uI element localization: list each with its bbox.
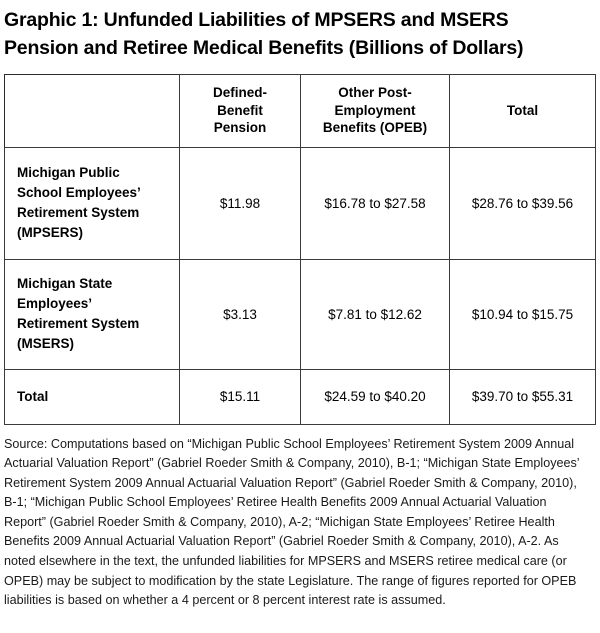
row-header-line: (MSERS) [17,336,74,351]
table-container [4,74,595,425]
source-note: Source: Computations based on “Michigan Public School Employees’ Retirement System 2009 Annual Actuarial Valuation Report” (Gabriel Roeder Smith & Company, 2010), B-1; “Michigan State Employees’ Retirement System 2009 Annual Actuarial Valuation Report” (Gabriel Roeder Smith & Company, 2010), B-1; “Michigan Public School Employees’ Retiree Health Benefits 2009 Annual Actuarial Valuation Report” (Gabriel Roeder Smith & Company, 2010), A-2; “Michigan State Employees’ Retiree Health Benefits 2009 Annual Actuarial Valuation Report” (Gabriel Roeder Smith & Company, 2010), A-2. As noted elsewhere in the text, the unfunded liabilities for MPSERS and MSERS retiree medical care (or OPEB) may be subject to modification by the state Legislature. The range of figures reported for OPEB liabilities is based on whether a 4 percent or 8 percent interest rate is assumed. [4,436,580,608]
cell-mpsers-total: $28.76 to $39.56 [450,147,596,259]
table-header-row [5,75,596,148]
row-header-mpsers [5,147,180,259]
column-header-opeb [301,75,450,148]
table-row [5,369,596,424]
column-header-line: Other Post- [338,85,412,100]
cell-mpsers-pension: $11.98 [180,147,301,259]
unfunded-liabilities-table [4,74,596,425]
table-body [5,147,596,424]
column-header-line: Total [506,102,539,118]
cell-total-opeb: $24.59 to $40.20 [301,369,450,424]
column-header-line: Benefit [217,102,263,118]
page-title: Graphic 1: Unfunded Liabilities of MPSERS and MSERS Pension and Retiree Medical Benefits (Billions of Dollars) [4,9,524,59]
cell-total-pension: $15.11 [180,369,301,424]
row-header-line: School Employees’ [17,185,141,200]
cell-msers-opeb: $7.81 to $12.62 [301,259,450,369]
row-header-line: Retirement System [17,316,140,331]
table-row [5,147,596,259]
column-header-line: Defined- [213,85,267,100]
table-header [5,75,596,148]
cell-mpsers-opeb: $16.78 to $27.58 [301,147,450,259]
table-corner-cell [5,75,180,148]
row-header-line: Michigan Public [17,165,120,180]
column-header-defined-benefit-pension [180,75,301,148]
row-header-total: Total [5,369,180,424]
column-header-line: Benefits (OPEB) [322,120,428,135]
table-row [5,259,596,369]
row-header-line: Employees’ [17,296,93,311]
row-header-msers [5,259,180,369]
cell-msers-total: $10.94 to $15.75 [450,259,596,369]
row-header-line: Retirement System [17,205,140,220]
column-header-line: Employment [334,102,416,118]
column-header-line: Pension [213,120,267,135]
cell-msers-pension: $3.13 [180,259,301,369]
row-header-line: (MPSERS) [17,225,84,240]
column-header-total [450,75,596,148]
cell-total-total: $39.70 to $55.31 [450,369,596,424]
row-header-line: Michigan State [17,276,113,291]
